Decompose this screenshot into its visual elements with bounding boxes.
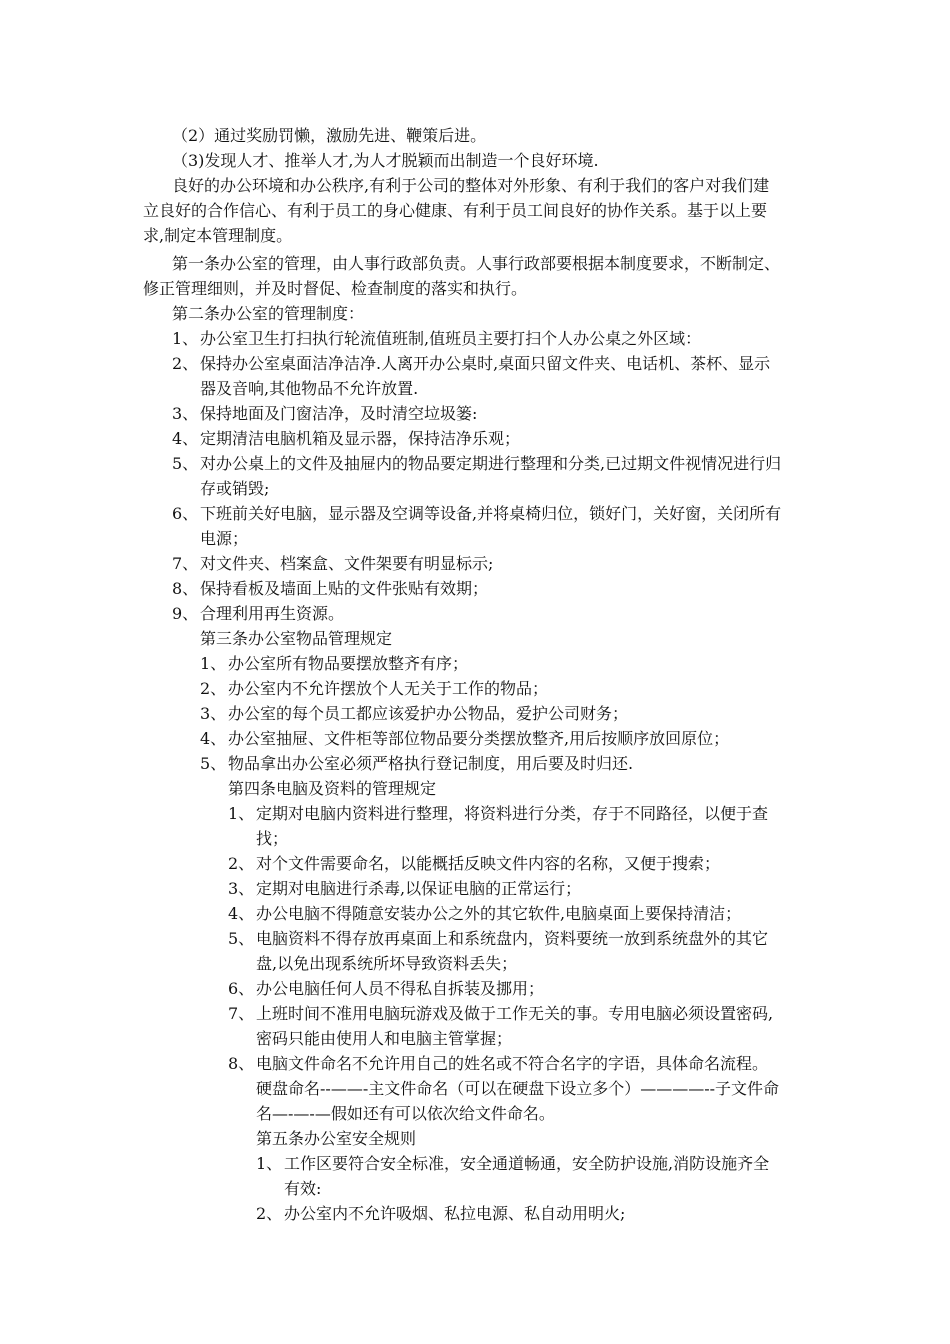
list-item: 下班前关好电脑，显示器及空调等设备,并将桌椅归位，锁好门，关好窗，关闭所有 bbox=[200, 504, 782, 523]
list-item: 对办公桌上的文件及抽屉内的物品要定期进行整理和分类,已过期文件视情况进行归 bbox=[200, 454, 782, 473]
list-item-continuation: 名—-—-—假如还有可以依次给文件命名。 bbox=[256, 1104, 555, 1123]
list-number: 7、 bbox=[228, 1004, 255, 1023]
list-item: 电脑文件命名不允许用自己的姓名或不符合名字的字语，具体命名流程。 bbox=[256, 1054, 769, 1073]
list-item: 保持地面及门窗洁净，及时清空垃圾篓: bbox=[200, 404, 478, 423]
list-item: 办公室卫生打扫执行轮流值班制,值班员主要打扫个人办公桌之外区域： bbox=[200, 329, 702, 348]
list-item: 定期对电脑内资料进行整理，将资料进行分类，存于不同路径，以便于查 bbox=[256, 804, 769, 823]
list-number: 9、 bbox=[172, 604, 199, 623]
list-item-continuation: 硬盘命名--——-主文件命名（可以在硬盘下设立多个）————--子文件命 bbox=[256, 1079, 780, 1098]
list-item: 对个文件需要命名，以能概括反映文件内容的名称，又便于搜索； bbox=[256, 854, 721, 873]
list-item: 定期对电脑进行杀毒,以保证电脑的正常运行； bbox=[256, 879, 582, 898]
list-item-continuation: 器及音响,其他物品不允许放置. bbox=[200, 379, 419, 398]
article-1-line-1: 第一条办公室的管理，由人事行政部负责。人事行政部要根据本制度要求，不断制定、 bbox=[172, 254, 781, 273]
list-item: 办公室的每个员工都应该爱护办公物品，爱护公司财务； bbox=[228, 704, 629, 723]
list-item-continuation: 密码只能由使用人和电脑主管掌握； bbox=[256, 1029, 513, 1048]
list-number: 2、 bbox=[200, 679, 227, 698]
list-number: 4、 bbox=[200, 729, 227, 748]
list-number: 3、 bbox=[228, 879, 255, 898]
list-item: 保持办公室桌面洁净洁净.人离开办公桌时,桌面只留文件夹、电话机、茶杯、显示 bbox=[200, 354, 771, 373]
article-2-title: 第二条办公室的管理制度： bbox=[172, 304, 365, 323]
list-number: 6、 bbox=[228, 979, 255, 998]
list-item: 办公电脑不得随意安装办公之外的其它软件,电脑桌面上要保持清洁； bbox=[256, 904, 742, 923]
article-3-title: 第三条办公室物品管理规定 bbox=[200, 629, 393, 648]
list-number: 8、 bbox=[172, 579, 199, 598]
list-item-continuation: 电源； bbox=[200, 529, 249, 548]
intro-point-2: （2）通过奖励罚懒，激励先进、鞭策后进。 bbox=[172, 126, 487, 145]
list-item-continuation: 找； bbox=[256, 829, 289, 848]
list-number: 3、 bbox=[172, 404, 199, 423]
list-number: 1、 bbox=[256, 1154, 283, 1173]
list-number: 2、 bbox=[172, 354, 199, 373]
list-item: 电脑资料不得存放再桌面上和系统盘内，资料要统一放到系统盘外的其它 bbox=[256, 929, 769, 948]
list-number: 1、 bbox=[172, 329, 199, 348]
list-number: 1、 bbox=[228, 804, 255, 823]
list-item: 办公电脑任何人员不得私自拆装及挪用； bbox=[256, 979, 545, 998]
list-item: 合理利用再生资源。 bbox=[200, 604, 345, 623]
article-4-title: 第四条电脑及资料的管理规定 bbox=[228, 779, 437, 798]
list-item: 物品拿出办公室必须严格执行登记制度，用后要及时归还. bbox=[228, 754, 634, 773]
list-item: 工作区要符合安全标准，安全通道畅通，安全防护设施,消防设施齐全 bbox=[284, 1154, 770, 1173]
list-item: 对文件夹、档案盒、文件架要有明显标示; bbox=[200, 554, 494, 573]
list-number: 8、 bbox=[228, 1054, 255, 1073]
list-number: 4、 bbox=[228, 904, 255, 923]
list-item-continuation: 存或销毁; bbox=[200, 479, 270, 498]
list-number: 6、 bbox=[172, 504, 199, 523]
list-item: 办公室内不允许摆放个人无关于工作的物品； bbox=[228, 679, 549, 698]
article-5-title: 第五条办公室安全规则 bbox=[256, 1129, 417, 1148]
intro-paragraph-line-3: 求,制定本管理制度。 bbox=[143, 226, 293, 245]
intro-paragraph-line-2: 立良好的合作信心、有利于员工的身心健康、有利于员工间良好的协作关系。基于以上要 bbox=[143, 201, 768, 220]
intro-point-3: （3)发现人才、推举人才,为人才脱颖而出制造一个良好环境. bbox=[172, 151, 599, 170]
list-number: 2、 bbox=[228, 854, 255, 873]
list-number: 2、 bbox=[256, 1204, 283, 1223]
list-item: 上班时间不准用电脑玩游戏及做于工作无关的事。专用电脑必须设置密码, bbox=[256, 1004, 774, 1023]
list-number: 5、 bbox=[172, 454, 199, 473]
list-number: 1、 bbox=[200, 654, 227, 673]
list-number: 7、 bbox=[172, 554, 199, 573]
list-item: 定期清洁电脑机箱及显示器，保持洁净乐观； bbox=[200, 429, 521, 448]
list-item-continuation: 盘,以免出现系统所坏导致资料丢失； bbox=[256, 954, 518, 973]
list-item-continuation: 有效: bbox=[284, 1179, 322, 1198]
article-1-line-2: 修正管理细则，并及时督促、检查制度的落实和执行。 bbox=[143, 279, 528, 298]
list-number: 5、 bbox=[200, 754, 227, 773]
list-number: 3、 bbox=[200, 704, 227, 723]
list-item: 保持看板及墙面上贴的文件张贴有效期； bbox=[200, 579, 489, 598]
list-number: 5、 bbox=[228, 929, 255, 948]
list-item: 办公室所有物品要摆放整齐有序； bbox=[228, 654, 469, 673]
list-item: 办公室抽屉、文件柜等部位物品要分类摆放整齐,用后按顺序放回原位； bbox=[228, 729, 730, 748]
list-item: 办公室内不允许吸烟、私拉电源、私自动用明火; bbox=[284, 1204, 626, 1223]
list-number: 4、 bbox=[172, 429, 199, 448]
intro-paragraph-line-1: 良好的办公环境和办公秩序,有利于公司的整体对外形象、有利于我们的客户对我们建 bbox=[172, 176, 770, 195]
